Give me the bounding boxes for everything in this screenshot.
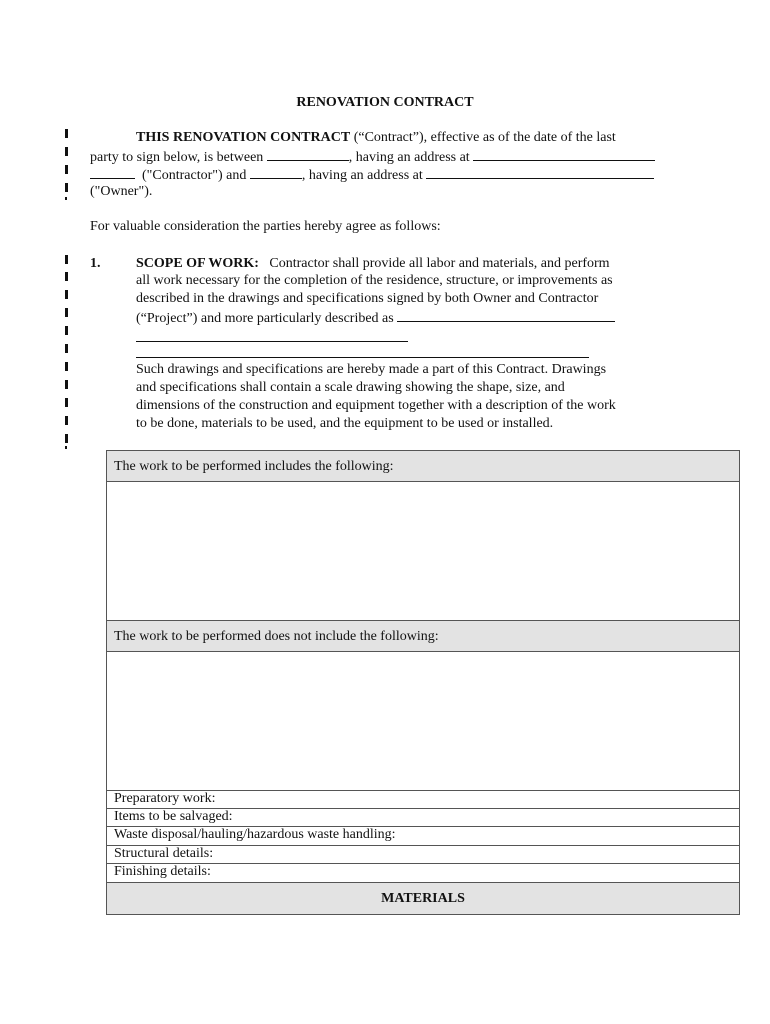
intro-line-2 xyxy=(90,147,655,167)
excludes-input-area[interactable] xyxy=(106,651,740,791)
intro-line-4: ("Owner"). xyxy=(90,184,153,199)
includes-input-area[interactable] xyxy=(106,481,740,621)
change-bar xyxy=(65,255,68,264)
change-bar xyxy=(65,326,68,335)
project-description-blank[interactable] xyxy=(397,308,615,322)
change-bar xyxy=(65,434,68,443)
owner-address-blank[interactable] xyxy=(426,165,654,179)
finishing-details-row[interactable]: Finishing details: xyxy=(114,864,211,879)
section1-para2-line-1: Such drawings and specifications are hereby made a part of this Contract. Drawings xyxy=(136,362,607,377)
change-bar xyxy=(65,147,68,156)
change-bar xyxy=(65,272,68,281)
excludes-header-cell xyxy=(106,620,740,652)
contractor-address-blank[interactable] xyxy=(473,147,655,161)
change-bar xyxy=(65,344,68,353)
document-title: RENOVATION CONTRACT xyxy=(296,95,474,110)
project-description-blank-2[interactable] xyxy=(136,341,408,342)
contractor-address-blank-cont[interactable] xyxy=(90,165,135,179)
materials-header: MATERIALS xyxy=(381,891,465,906)
section-number: 1. xyxy=(90,256,101,271)
change-bar xyxy=(65,416,68,425)
change-bar xyxy=(65,183,68,192)
intro-line-1 xyxy=(136,129,616,147)
items-salvaged-row[interactable]: Items to be salvaged: xyxy=(114,809,233,824)
section-text: (“Project”) and more particularly described as xyxy=(136,311,394,326)
change-bar xyxy=(65,308,68,317)
consideration-text: For valuable consideration the parties hereby agree as follows: xyxy=(90,219,441,234)
structural-details-row[interactable]: Structural details: xyxy=(114,846,214,861)
section1-line-1 xyxy=(136,255,610,273)
excludes-label: The work to be performed does not include the following: xyxy=(114,629,439,644)
owner-name-blank[interactable] xyxy=(250,165,302,179)
section-heading: SCOPE OF WORK: xyxy=(136,256,259,271)
change-bar xyxy=(65,165,68,174)
change-bar xyxy=(65,380,68,389)
details-table xyxy=(106,790,740,884)
section1-para2-line-2: and specifications shall contain a scale drawing showing the shape, size, and xyxy=(136,380,565,395)
project-description-blank-3[interactable] xyxy=(136,357,589,358)
intro-text: party to sign below, is between xyxy=(90,150,264,165)
waste-disposal-row[interactable]: Waste disposal/hauling/hazardous waste handling: xyxy=(114,827,396,842)
intro-text: , having an address at xyxy=(348,150,470,165)
materials-header-cell xyxy=(106,882,740,915)
change-bar xyxy=(65,290,68,299)
intro-line-3 xyxy=(90,165,654,185)
section1-line-3: described in the drawings and specifications signed by both Owner and Contractor xyxy=(136,291,599,306)
change-bar xyxy=(65,197,67,200)
intro-text: ("Contractor") and xyxy=(142,168,247,183)
section-text: Contractor shall provide all labor and materials, and perform xyxy=(269,256,610,271)
change-bar xyxy=(65,398,68,407)
intro-lead: THIS RENOVATION CONTRACT xyxy=(136,130,351,145)
contractor-name-blank[interactable] xyxy=(267,147,349,161)
section1-line-2: all work necessary for the completion of the residence, structure, or improvements as xyxy=(136,273,613,288)
change-bar xyxy=(65,446,67,449)
section1-para2-line-3: dimensions of the construction and equipment together with a description of the work xyxy=(136,398,616,413)
intro-text: , having an address at xyxy=(301,168,423,183)
includes-header-cell xyxy=(106,450,740,482)
change-bar xyxy=(65,362,68,371)
section1-para2-line-4: to be done, materials to be used, and the equipment to be used or installed. xyxy=(136,416,554,431)
section1-line-4 xyxy=(136,308,615,328)
preparatory-work-row[interactable]: Preparatory work: xyxy=(114,791,216,806)
change-bar xyxy=(65,129,68,138)
intro-lead-rest: (“Contract”), effective as of the date of the last xyxy=(350,130,616,145)
includes-label: The work to be performed includes the following: xyxy=(114,459,394,474)
